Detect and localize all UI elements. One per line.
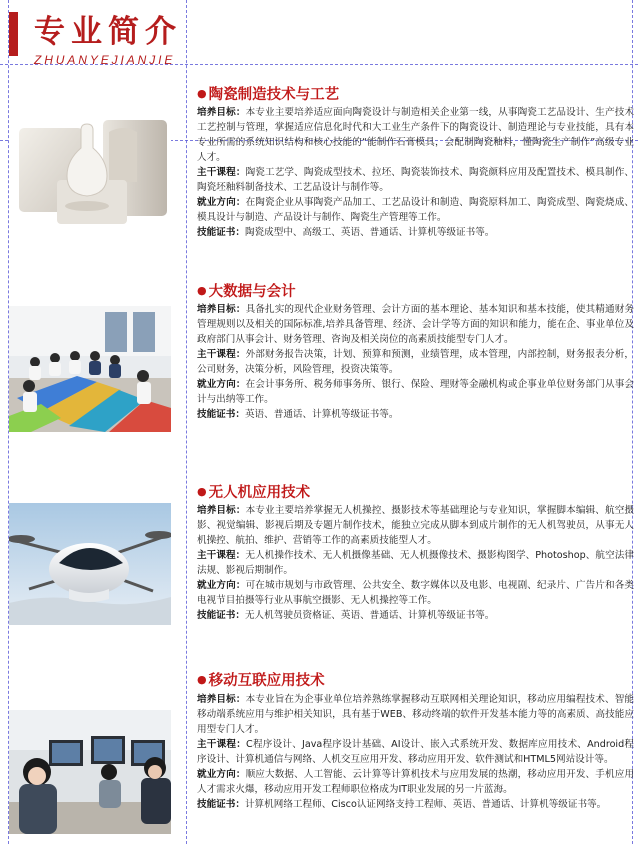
section-title-ceramics: ● 陶瓷制造技术与工艺	[197, 87, 340, 103]
section-body-ceramics	[197, 105, 634, 240]
row-main-courses: 主干课程：C程序设计、Java程序设计基础、AI设计、嵌入式系统开发、数据库应用技术、Android程序设计、计算机通信与网络、人机交互应用开发、移动应用开发、软件测试和HTML5网站设计等。	[197, 739, 634, 765]
row-training-goal: 培养目标：具备扎实的现代企业财务管理、会计方面的基本理论、基本知识和基本技能，使其精通财务管理规则以及相关的国际标准,培养具备管理、经济、会计学等方面的知识和能力，能在企、事业单位及政府部门从事会计、财务管理、咨询及相关岗位的高素质技能型专门人才。	[197, 304, 635, 345]
drone-photo	[9, 503, 171, 625]
ceramic-mold-photo	[9, 110, 171, 234]
page-title: 专业简介	[34, 14, 182, 50]
guide-line-middle	[186, 0, 187, 844]
bullet-dot-icon: ●	[197, 673, 207, 686]
section-body-mobile	[197, 692, 634, 812]
row-main-courses: 主干课程：无人机操作技术、无人机摄像基础、无人机摄像技术、摄影构图学、Photoshop、航空法律法规、影视后期制作。	[197, 550, 635, 576]
row-training-goal: 培养目标：本专业主要培养适应面向陶瓷设计与制造相关企业第一线，从事陶瓷工艺品设计、生产技术工艺控制与管理，掌握适应信息化时代和大工业生产条件下的陶瓷设计、制造理论与专业技能，具有本专业所需的系统知识结构和核心技能的“能制作石膏模具，会配制陶瓷釉料，懂陶瓷生产制作”高级专业人才。	[197, 107, 635, 163]
row-training-goal: 培养目标：本专业主要培养掌握无人机操控、摄影技术等基础理论与专业知识，掌握脚本编辑、航空摄影、视觉编辑、影视后期及专题片制作技术，能独立完成从脚本到成片制作的无人机驾驶员，从事无人机操控、航拍、维护、营销等工作的高素质技能型人才。	[197, 505, 635, 546]
row-certificates: 技能证书：英语、普通话、计算机等级证书等。	[197, 409, 399, 420]
row-career-direction: 就业方向：顺应大数据、人工智能、云计算等计算机技术与应用发展的热潮，移动应用开发、手机应用人才需求火爆，移动应用开发工程师职位格成为IT职业发展的另一片蓝海。	[197, 769, 635, 795]
row-certificates: 技能证书：无人机驾驶员资格证、英语、普通话、计算机等级证书等。	[197, 610, 495, 621]
row-career-direction: 就业方向：在陶瓷企业从事陶瓷产品加工、工艺品设计和制造、陶瓷原料加工、陶瓷成型、陶瓷烧成、模具设计与制造、产品设计与制作、陶瓷生产管理等工作。	[197, 197, 635, 223]
classroom-photo	[9, 306, 171, 432]
row-career-direction: 就业方向：可在城市规划与市政管理、公共安全、数字媒体以及电影、电视剧、纪录片、广告片和各类电视节目拍摄等行业从事航空摄影、无人机操控等工作。	[197, 580, 635, 606]
computer-lab-photo	[9, 710, 171, 834]
page-subtitle: ZHUANYEJIANJIE	[34, 53, 176, 67]
row-certificates: 技能证书：计算机网络工程师、Cisco认证网络支持工程师、英语、普通话、计算机等级证书等。	[197, 799, 607, 810]
section-title-drones: ● 无人机应用技术	[197, 485, 311, 501]
row-career-direction: 就业方向：在会计事务所、税务师事务所、银行、保险、理财等金融机构或企事业单位财务部门从事会计与出纳等工作。	[197, 379, 635, 405]
bullet-dot-icon: ●	[197, 87, 207, 100]
section-body-accounting	[197, 302, 634, 422]
row-certificates: 技能证书：陶瓷成型中、高级工、英语、普通话、计算机等级证书等。	[197, 227, 495, 238]
row-training-goal: 培养目标：本专业旨在为企事业单位培养熟练掌握移动互联网相关理论知识，移动应用编程技术、智能移动端系统应用与维护相关知识，具有基于WEB、移动终端的软件开发基本能力等的高素质、高技能应用型专门人才。	[197, 694, 635, 735]
section-title-accounting: ● 大数据与会计	[197, 284, 296, 300]
header-accent-bar	[9, 12, 18, 56]
section-body-drones	[197, 503, 634, 623]
bullet-dot-icon: ●	[197, 485, 207, 498]
row-main-courses: 主干课程：外部财务报告决策，计划、预算和预测，业绩管理，成本管理，内部控制，财务报表分析，公司财务，决策分析，风险管理，投资决策等。	[197, 349, 635, 375]
row-main-courses: 主干课程：陶瓷工艺学、陶瓷成型技术、拉坯、陶瓷装饰技术、陶瓷颜料应用及配置技术、模具制作、陶瓷坯釉料制备技术、工艺品设计与制作等。	[197, 167, 635, 193]
bullet-dot-icon: ●	[197, 284, 207, 297]
section-title-mobile: ● 移动互联应用技术	[197, 673, 325, 689]
